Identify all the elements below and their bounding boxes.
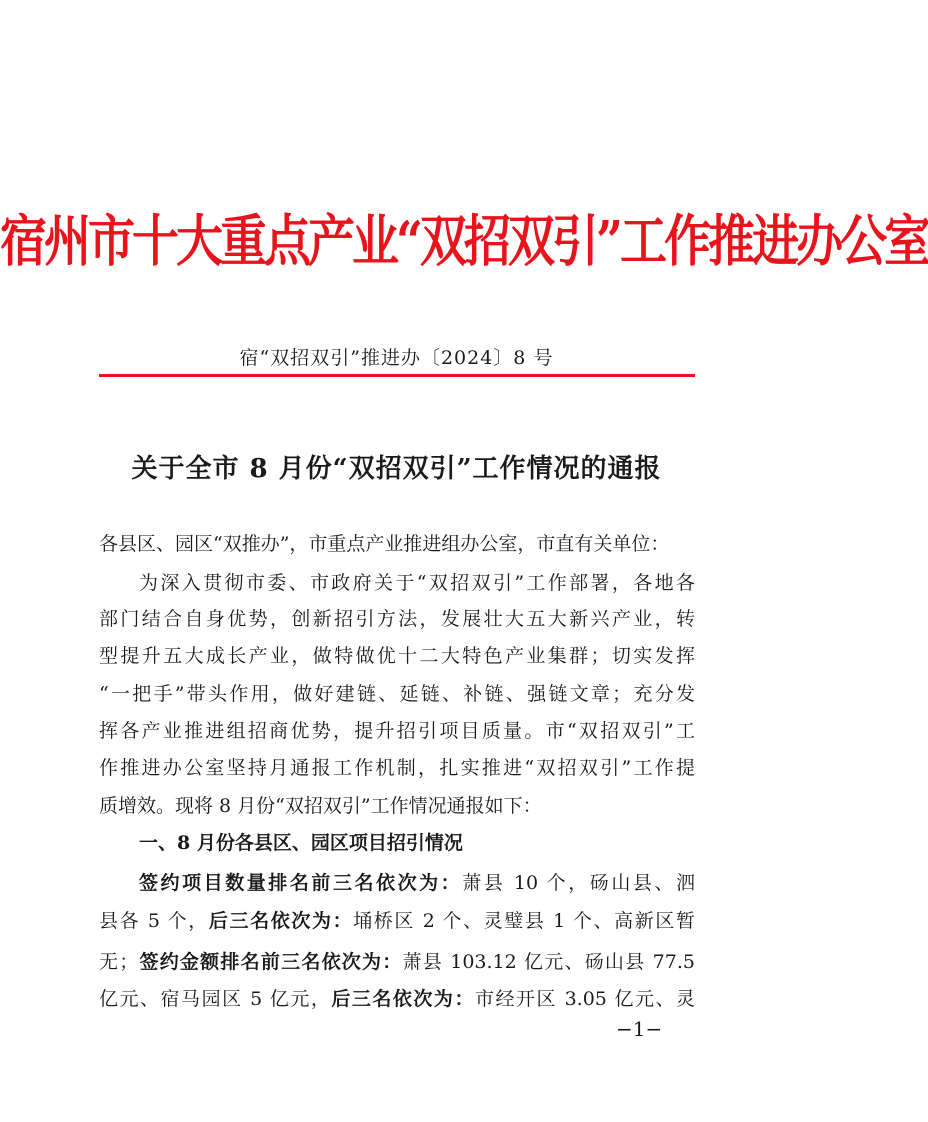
issuer-title: 宿州市十大重点产业“双招双引”工作推进办公室	[0, 209, 928, 275]
notice-title: 关于全市 8 月份“双招双引”工作情况的通报	[131, 454, 662, 484]
ranking-text: 亿元、宿马园区 5 亿元，	[99, 988, 332, 1010]
intro-line-2: 部门结合自身优势，创新招引方法，发展壮大五大新兴产业，转	[99, 608, 695, 630]
ranking-text: 县各 5 个，	[99, 910, 209, 932]
document-number: 宿“双招双引”推进办〔2024〕8 号	[239, 347, 554, 369]
intro-line-5: 挥各产业推进组招商优势，提升招引项目质量。市“双招双引”工	[99, 720, 695, 742]
red-divider-rule	[99, 374, 695, 377]
ranking-label: 后三名依次为：	[208, 910, 354, 932]
intro-line-6: 作推进办公室坚持月通报工作机制，扎实推进“双招双引”工作提	[99, 757, 695, 779]
intro-line-7: 质增效。现将 8 月份“双招双引”工作情况通报如下：	[99, 795, 542, 817]
ranking-text: 萧县 10 个，砀山县、泗	[462, 872, 695, 894]
section-1-heading: 一、8 月份各县区、园区项目招引情况	[139, 832, 463, 854]
section-1-line-3	[99, 947, 695, 974]
ranking-text: 埇桥区 2 个、灵璧县 1 个、高新区暂	[353, 910, 695, 932]
section-1-line-2	[99, 906, 695, 933]
ranking-label: 签约项目数量排名前三名依次为：	[139, 872, 463, 894]
ranking-label: 签约金额排名前三名依次为：	[138, 951, 403, 973]
page-number: −1−	[616, 1017, 663, 1041]
ranking-text: 萧县 103.12 亿元、砀山县 77.5	[402, 951, 695, 973]
intro-line-1: 为深入贯彻市委、市政府关于“双招双引”工作部署，各地各	[139, 572, 695, 594]
intro-line-3: 型提升五大成长产业，做特做优十二大特色产业集群；切实发挥	[99, 645, 695, 667]
ranking-text: 无；	[99, 951, 139, 973]
ranking-text: 市经开区 3.05 亿元、灵	[474, 988, 695, 1010]
intro-line-4: “一把手”带头作用，做好建链、延链、补链、强链文章；充分发	[99, 683, 695, 705]
ranking-label: 后三名依次为：	[331, 988, 475, 1010]
section-1-line-1	[139, 868, 695, 895]
salutation: 各县区、园区“双推办”，市重点产业推进组办公室，市直有关单位：	[99, 533, 670, 555]
section-1-line-4	[99, 984, 695, 1011]
